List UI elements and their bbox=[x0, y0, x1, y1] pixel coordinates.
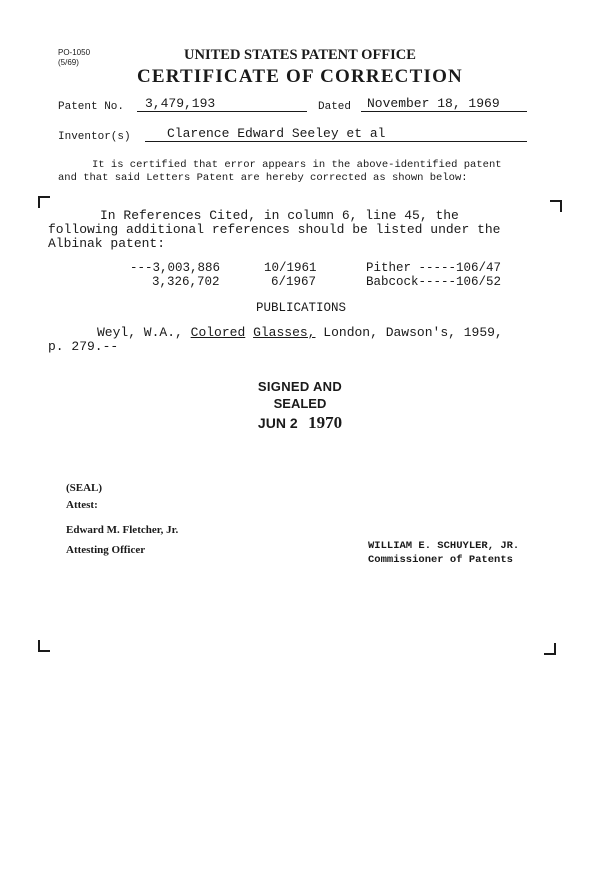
form-code-revision: (5/69) bbox=[58, 58, 79, 67]
stamp-month-day: JUN 2 bbox=[257, 415, 298, 431]
commissioner-name: WILLIAM E. SCHUYLER, JR. bbox=[368, 540, 520, 552]
stamp-sealed: SEALED bbox=[273, 396, 327, 411]
commissioner-block bbox=[368, 539, 519, 567]
dated-field bbox=[361, 96, 527, 112]
correction-intro-line-1: In References Cited, in column 6, line 45, the bbox=[100, 208, 459, 223]
patent-number-value: 3,479,193 bbox=[145, 96, 216, 111]
certification-line-1: It is certified that error appears in the above-identified patent bbox=[92, 159, 502, 171]
publication-citation bbox=[48, 326, 503, 354]
publication-title-word-1: Colored bbox=[190, 325, 246, 340]
corner-mark-bottom-right bbox=[544, 643, 556, 655]
seal-label: (SEAL) bbox=[66, 482, 103, 494]
stamp-date bbox=[0, 413, 600, 433]
attesting-officer-name: Edward M. Fletcher, Jr. bbox=[66, 524, 179, 536]
corner-mark-bottom-left bbox=[38, 640, 50, 652]
reference-name: Babcock-----106/52 bbox=[366, 275, 502, 289]
inventor-label: Inventor(s) bbox=[58, 131, 131, 143]
correction-intro-line-2: following additional references should be listed under the bbox=[48, 222, 501, 237]
reference-number: 3,003,886 bbox=[152, 261, 221, 275]
certification-line-2: and that said Letters Patent are hereby corrected as shown below: bbox=[58, 172, 468, 184]
reference-name: Pither -----106/47 bbox=[366, 261, 502, 275]
reference-date: 10/1961 bbox=[264, 261, 317, 275]
corner-mark-top-right bbox=[550, 200, 562, 212]
reference-row bbox=[130, 261, 220, 275]
reference-number: 3,326,702 bbox=[152, 275, 220, 289]
inventor-field bbox=[145, 126, 527, 142]
dated-label: Dated bbox=[318, 101, 352, 113]
attesting-officer-title: Attesting Officer bbox=[66, 544, 146, 556]
correction-intro bbox=[48, 209, 500, 251]
reference-date: 6/1967 bbox=[271, 275, 317, 289]
reference-row bbox=[152, 275, 220, 289]
reference-prefix: --- bbox=[130, 261, 153, 275]
stamp-signed: SIGNED AND bbox=[257, 379, 343, 394]
certification-statement bbox=[58, 159, 502, 185]
commissioner-title: Commissioner of Patents bbox=[368, 554, 513, 566]
publication-title-word-2: Glasses, bbox=[253, 325, 316, 340]
patent-number-field bbox=[137, 96, 307, 112]
publication-page: p. 279.-- bbox=[48, 339, 119, 354]
attest-label: Attest: bbox=[66, 499, 98, 511]
publication-details: London, Dawson's, 1959, bbox=[323, 325, 503, 340]
corner-mark-top-left bbox=[38, 196, 50, 208]
dated-value: November 18, 1969 bbox=[367, 96, 500, 111]
publication-author: Weyl, W.A., bbox=[97, 325, 183, 340]
certificate-title: CERTIFICATE OF CORRECTION bbox=[137, 66, 463, 87]
office-heading: UNITED STATES PATENT OFFICE bbox=[184, 47, 416, 63]
patent-number-label: Patent No. bbox=[58, 101, 125, 113]
stamp-year: 1970 bbox=[308, 413, 343, 432]
correction-intro-line-3: Albinak patent: bbox=[48, 236, 166, 251]
form-code-number: PO-1050 bbox=[58, 48, 91, 57]
publications-heading: PUBLICATIONS bbox=[256, 301, 347, 315]
inventor-value: Clarence Edward Seeley et al bbox=[167, 126, 386, 141]
